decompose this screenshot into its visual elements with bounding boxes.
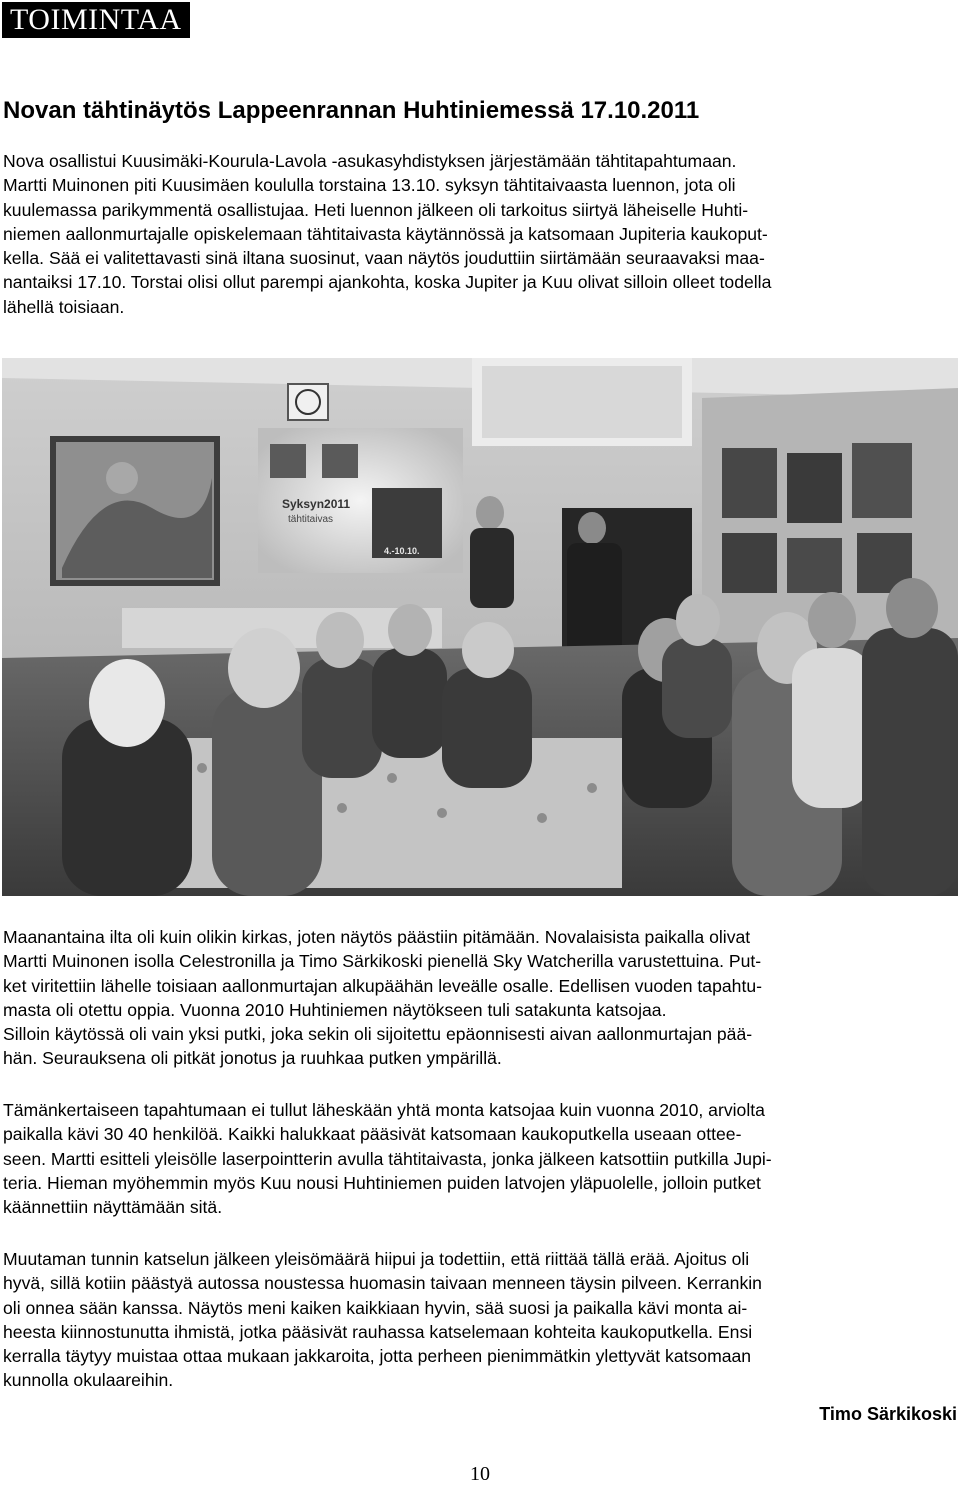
text-line: teria. Hieman myöhemmin myös Kuu nousi Huhtiniemen puiden latvojen yläpuolelle, jolloin putket <box>3 1172 761 1193</box>
text-line: nantaiksi 17.10. Torstai olisi ollut parempi ajankohta, koska Jupiter ja Kuu olivat silloin olleet todella <box>3 272 772 293</box>
text-line: kuulemassa parikymmentä osallistujaa. Heti luennon jälkeen oli tarkoitus siirtyä läheiselle Huhti- <box>3 199 749 220</box>
text-line: ket viritettiin lähelle toisiaan aallonmurtajan alkupäähän leveälle osalle. Edellisen vuoden tapahtu- <box>3 975 762 996</box>
article-headline: Novan tähtinäytös Lappeenrannan Huhtiniemessä 17.10.2011 <box>3 97 700 124</box>
text-line: kella. Sää ei valitettavasti sinä iltana suosinut, vaan näytös jouduttiin siirtämään seuraavaksi maa- <box>3 248 765 269</box>
text-line: hyvä, sillä kotiin päästyä autossa noustessa huomasin taivaan menneen täysin pilveen. Kerrankin <box>3 1273 762 1294</box>
text-line: oli onnea sään kanssa. Näytös meni kaiken kaikkiaan hyvin, sää suosi ja paikalla kävi monta ai- <box>3 1297 748 1318</box>
text-line: hän. Seurauksena oli pitkät jonotus ja ruuhkaa putken ympärillä. <box>3 1048 502 1069</box>
text-line: masta oli otettu oppia. Vuonna 2010 Huhtiniemen näytökseen tuli satakunta katsojaa. <box>3 999 667 1020</box>
text-line: niemen aallonmurtajalle opiskelemaan tähtitaivasta käytännössä ja katsomaan Jupiteria kaukoput- <box>3 223 768 244</box>
text-line: Martti Muinonen isolla Celestronilla ja Timo Särkikoski pienellä Sky Watcherilla varustettuina. Put- <box>3 951 762 972</box>
text-line: seen. Martti esitteli yleisölle laserpointterin avulla tähtitaivasta, jonka jälkeen katsottiin putkilla Jupi- <box>3 1148 772 1169</box>
text-line: kerralla täytyy muistaa ottaa mukaan jakkaroita, jotta perheen pienimmätkin ylettyvät katsomaan <box>3 1346 752 1367</box>
author-signature: Timo Särkikoski <box>819 1404 957 1424</box>
text-line: heesta kiinnostunutta ihmistä, jotka pääsivät rauhassa katselemaan kohteita kaukoputkella. Ensi <box>3 1321 753 1342</box>
text-line: Tämänkertaiseen tapahtumaan ei tullut läheskään yhtä monta katsojaa kuin vuonna 2010, arviolta <box>3 1100 765 1120</box>
lecture-photo <box>2 358 958 896</box>
slide-subtitle: tähtitaivas <box>288 514 334 525</box>
text-line: paikalla kävi 30 40 henkilöä. Kaikki halukkaat pääsivät katsomaan kaukoputkella useaan ottee- <box>3 1124 742 1145</box>
text-line: lähellä toisiaan. <box>3 296 125 317</box>
slide-title: Syksyn2011 <box>282 497 351 511</box>
text-line: Maanantaina ilta oli kuin olikin kirkas, joten näytös päästiin pitämään. Novalaisista paikalla olivat <box>3 927 751 947</box>
page-number: 10 <box>470 1463 490 1485</box>
lecture-photo-illustration <box>2 358 958 896</box>
text-line: Silloin käytössä oli vain yksi putki, joka sekin oli sijoitettu epäonnisesti aivan aallonmurtajan pää- <box>3 1024 753 1045</box>
text-line: käännettiin näyttämään sitä. <box>3 1197 223 1218</box>
text-line: Muutaman tunnin katselun jälkeen yleisömäärä hiipui ja todettiin, että riittää tällä erää. Ajoitus oli <box>3 1249 750 1269</box>
text-line: Nova osallistui Kuusimäki-Kourula-Lavola -asukasyhdistyksen järjestämään tähtitapahtumaan. <box>3 151 737 171</box>
section-tag: TOIMINTAA <box>2 2 190 38</box>
text-line: Martti Muinonen piti Kuusimäen koululla torstaina 13.10. syksyn tähtitaivaasta luennon, jota oli <box>3 175 736 196</box>
body-paragraph-2 <box>3 1098 957 1219</box>
body-paragraph-3 <box>3 1247 957 1393</box>
body-paragraph-1 <box>3 925 957 1071</box>
intro-paragraph <box>3 149 957 319</box>
text-line: kunnolla okulaareihin. <box>3 1370 174 1391</box>
slide-badge: 4.-10.10. <box>384 546 420 556</box>
